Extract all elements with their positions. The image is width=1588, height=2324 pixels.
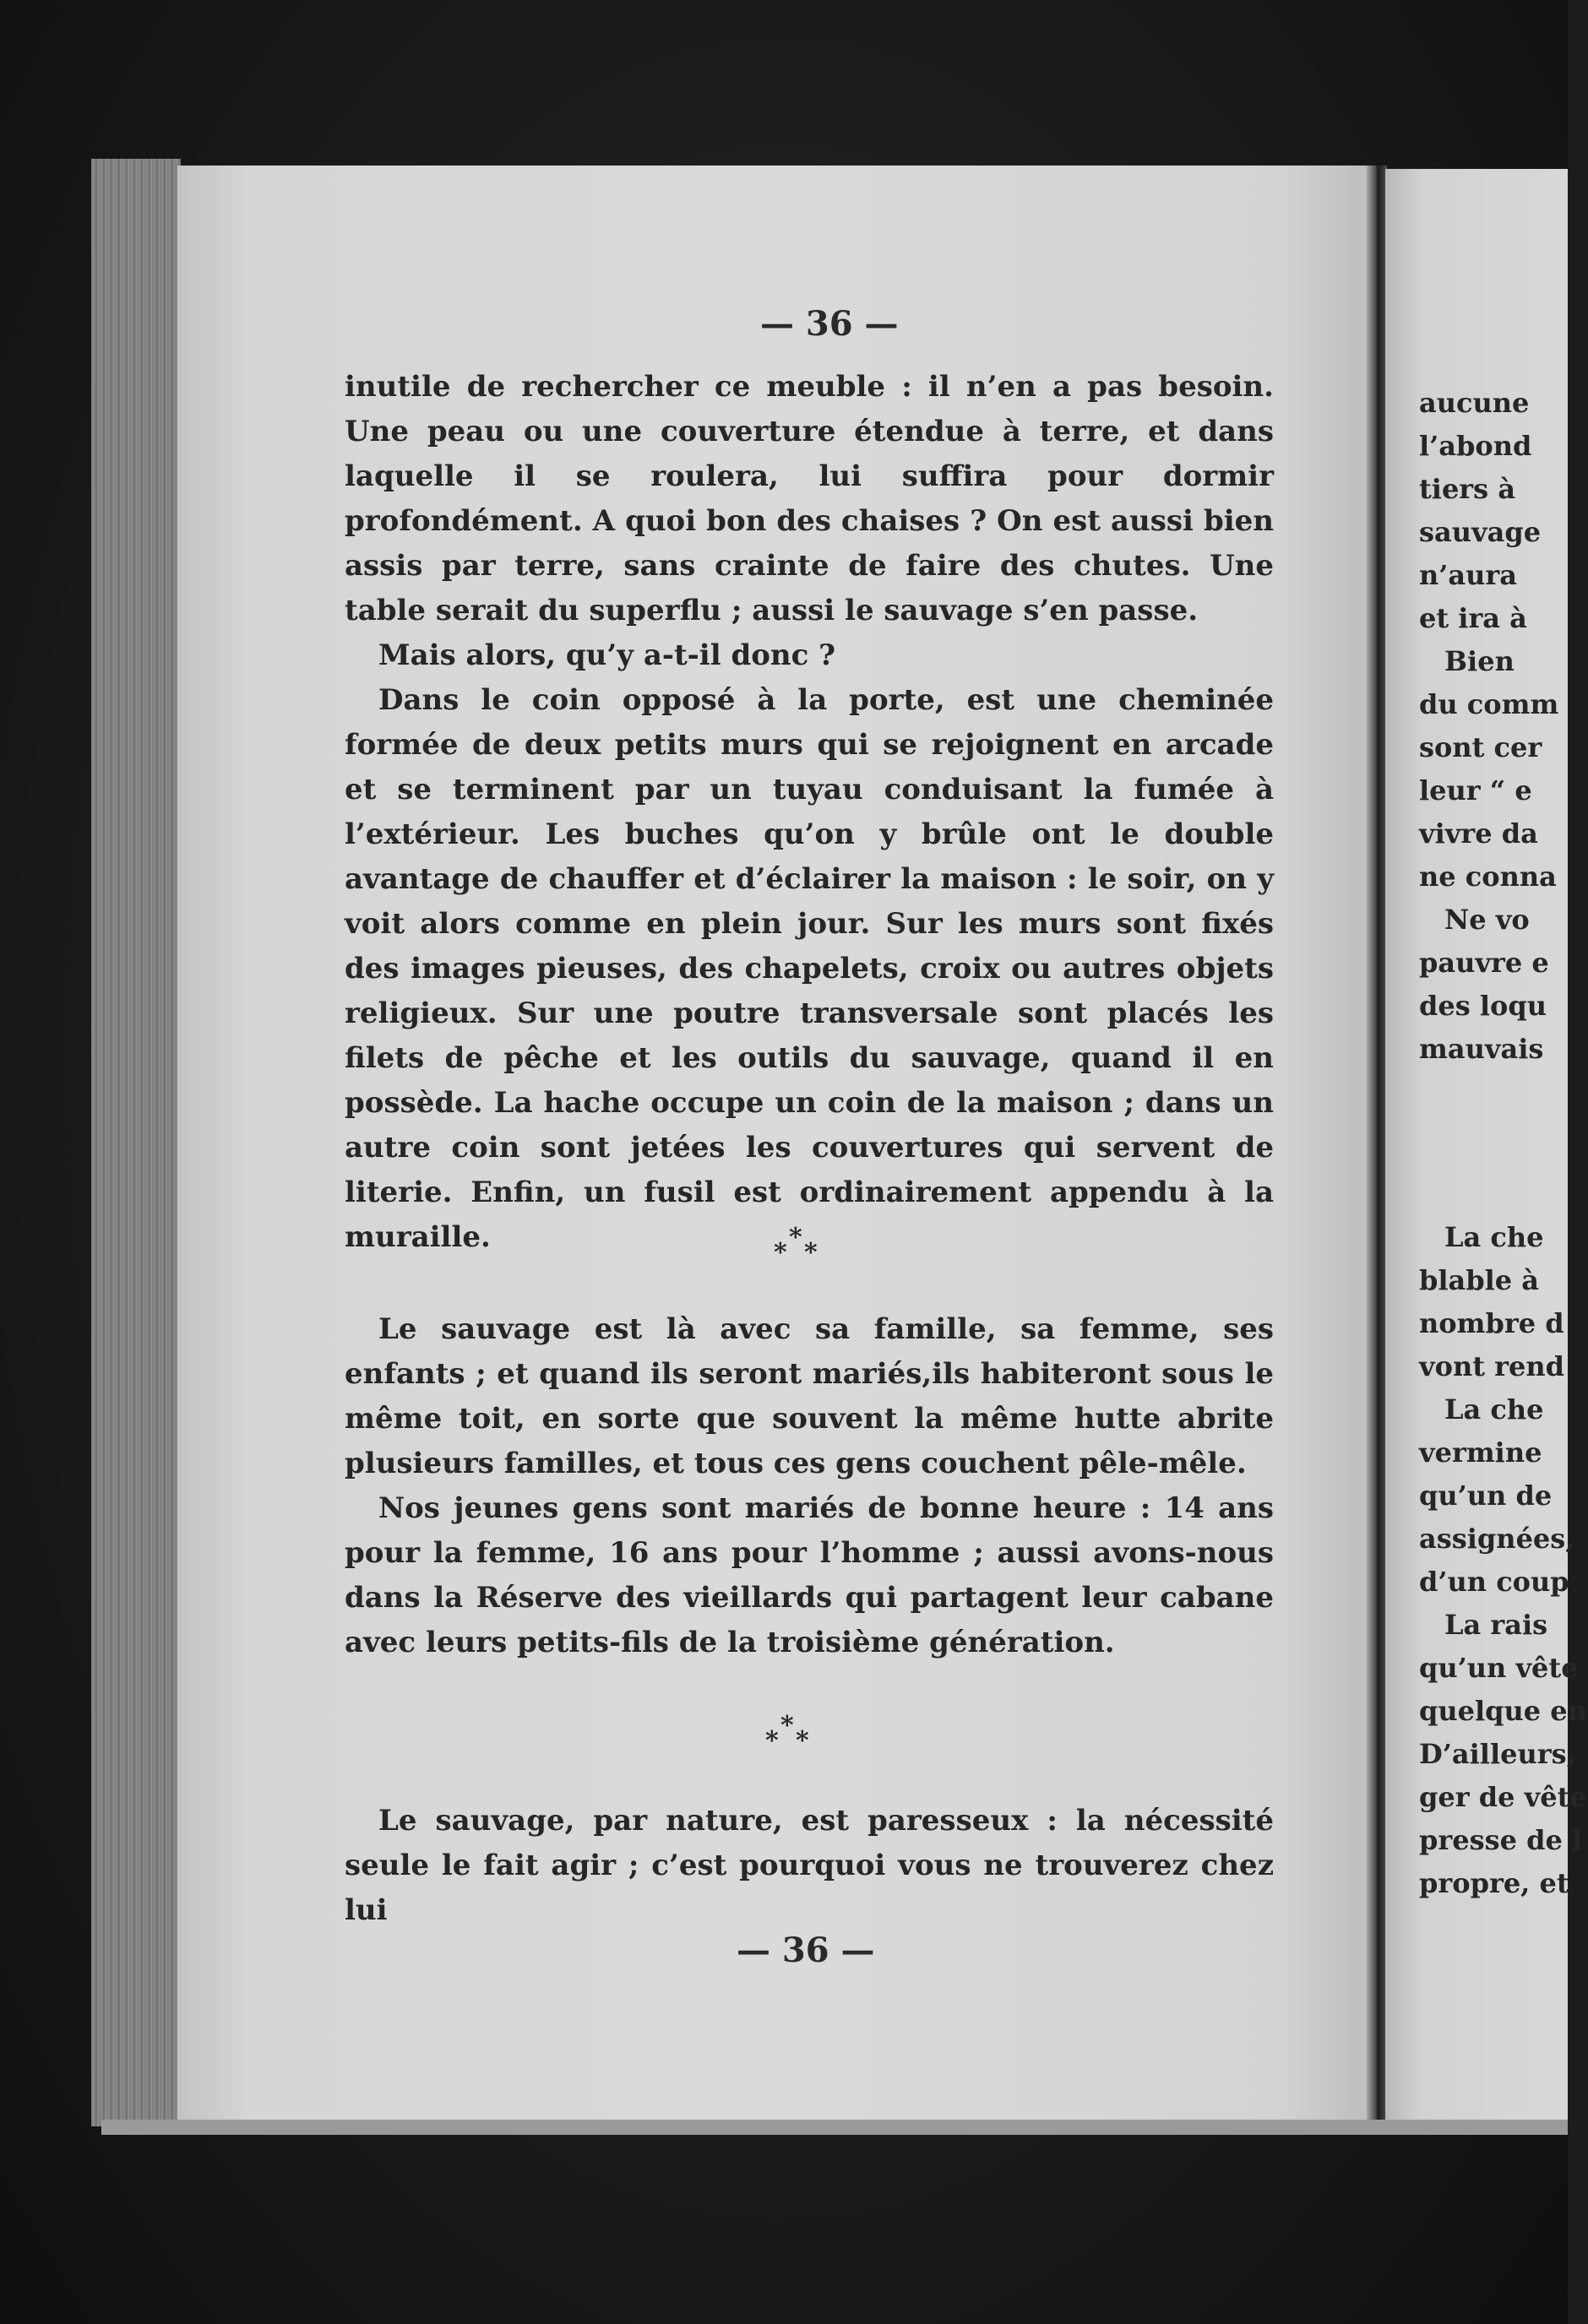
right-line: La che	[1444, 1393, 1544, 1425]
right-line: sont cer	[1419, 731, 1542, 763]
right-line: aucune	[1419, 387, 1530, 419]
paragraph: Le sauvage, par nature, est paresseux : la nécessité seule le fait agir ; c’est pourquoi vous ne trouverez chez lui	[345, 1804, 1274, 1927]
right-line: vivre da	[1419, 817, 1538, 850]
right-line: La che	[1444, 1221, 1544, 1253]
book-gutter	[1367, 166, 1387, 2126]
page-bottom-edge	[101, 2120, 1568, 2135]
right-line: vermine	[1419, 1436, 1542, 1469]
paragraph: inutile de rechercher ce meuble : il n’en a pas besoin. Une peau ou une couverture étendue à terre, et dans laquelle il se roulera, lui suffira pour dormir profondément. A quoi bon des chaises ? On est aussi bien assis par terre, sans crainte de faire des chutes. Une table serait du superflu ; aussi le sauvage s’en passe.	[345, 370, 1274, 627]
right-line: quelque en	[1419, 1695, 1587, 1727]
paragraph: Le sauvage est là avec sa famille, sa femme, ses enfants ; et quand ils seront mariés,ils habiteront sous le même toit, en sorte que souvent la même hutte abrite plusieurs familles, et tous ces gens couchent pêle-mêle.	[345, 1312, 1274, 1480]
right-line: nombre d	[1419, 1307, 1564, 1339]
paragraph: Mais alors, qu’y a-t-il donc ?	[378, 638, 836, 672]
asterism-star: *	[789, 1223, 802, 1252]
right-line: sauvage	[1419, 516, 1542, 548]
right-line: presse de l	[1419, 1824, 1583, 1856]
right-line: qu’un vête	[1419, 1652, 1579, 1684]
text-block-3	[345, 1799, 1274, 1933]
right-line: ger de vête	[1419, 1781, 1587, 1813]
right-line: vont rend	[1419, 1350, 1564, 1382]
asterism-star: *	[774, 1238, 787, 1268]
asterism-star: *	[804, 1238, 818, 1268]
asterism-star: *	[765, 1726, 779, 1756]
right-line: d’un coup	[1419, 1566, 1569, 1598]
right-line: des loqu	[1419, 990, 1547, 1022]
right-line: qu’un de	[1419, 1480, 1553, 1512]
right-line: ne conna	[1419, 861, 1557, 893]
section-break-asterism	[765, 1711, 816, 1756]
right-line: La rais	[1444, 1609, 1548, 1641]
right-line: du comm	[1419, 688, 1559, 720]
right-line: leur “ e	[1419, 774, 1532, 806]
right-line: D’ailleurs,	[1419, 1738, 1576, 1770]
book-page-edges	[91, 159, 181, 2126]
right-line: mauvais	[1419, 1033, 1544, 1065]
page-number-top: — 36 —	[760, 304, 899, 344]
right-page-text-1	[1419, 382, 1588, 1071]
right-line: Bien	[1444, 645, 1515, 677]
right-line: tiers à	[1419, 473, 1516, 505]
text-block-2	[345, 1307, 1274, 1665]
paragraph: Nos jeunes gens sont mariés de bonne heure : 14 ans pour la femme, 16 ans pour l’homme ; aussi avons-nous dans la Réserve des vieillards qui partagent leur cabane avec leurs petits-fils de la troisième génération.	[345, 1491, 1274, 1659]
right-line: blable à	[1419, 1264, 1540, 1296]
right-line: assignées,	[1419, 1523, 1575, 1555]
right-line: pauvre e	[1419, 947, 1549, 979]
paragraph: Dans le coin opposé à la porte, est une cheminée formée de deux petits murs qui se rejoignent en arcade et se terminent par un tuyau conduisant la fumée à l’extérieur. Les buches qu’on y brûle ont le double avantage de chauffer et d’éclairer la maison : le soir, on y voit alors comme en plein jour. Sur les murs sont fixés des images pieuses, des chapelets, croix ou autres objets religieux. Sur une poutre transversale sont placés les filets de pêche et les outils du sauvage, quand il en possède. La hache occupe un coin de la maison ; dans un autre coin sont jetées les couvertures qui servent de literie. Enfin, un fusil est ordinairement appendu à la muraille.	[345, 683, 1274, 1254]
text-block-1	[345, 365, 1274, 1260]
section-break-asterism	[774, 1223, 824, 1268]
page-number-bottom: — 36 —	[737, 1930, 875, 1970]
asterism-star: *	[796, 1726, 809, 1756]
right-line: propre, et	[1419, 1867, 1569, 1899]
asterism-star: *	[780, 1711, 794, 1740]
right-line: Ne vo	[1444, 904, 1530, 936]
right-line: et ira à	[1419, 602, 1527, 634]
right-line: n’aura	[1419, 559, 1517, 591]
right-line: l’abond	[1419, 430, 1532, 462]
right-page-text-2	[1419, 1216, 1588, 1905]
